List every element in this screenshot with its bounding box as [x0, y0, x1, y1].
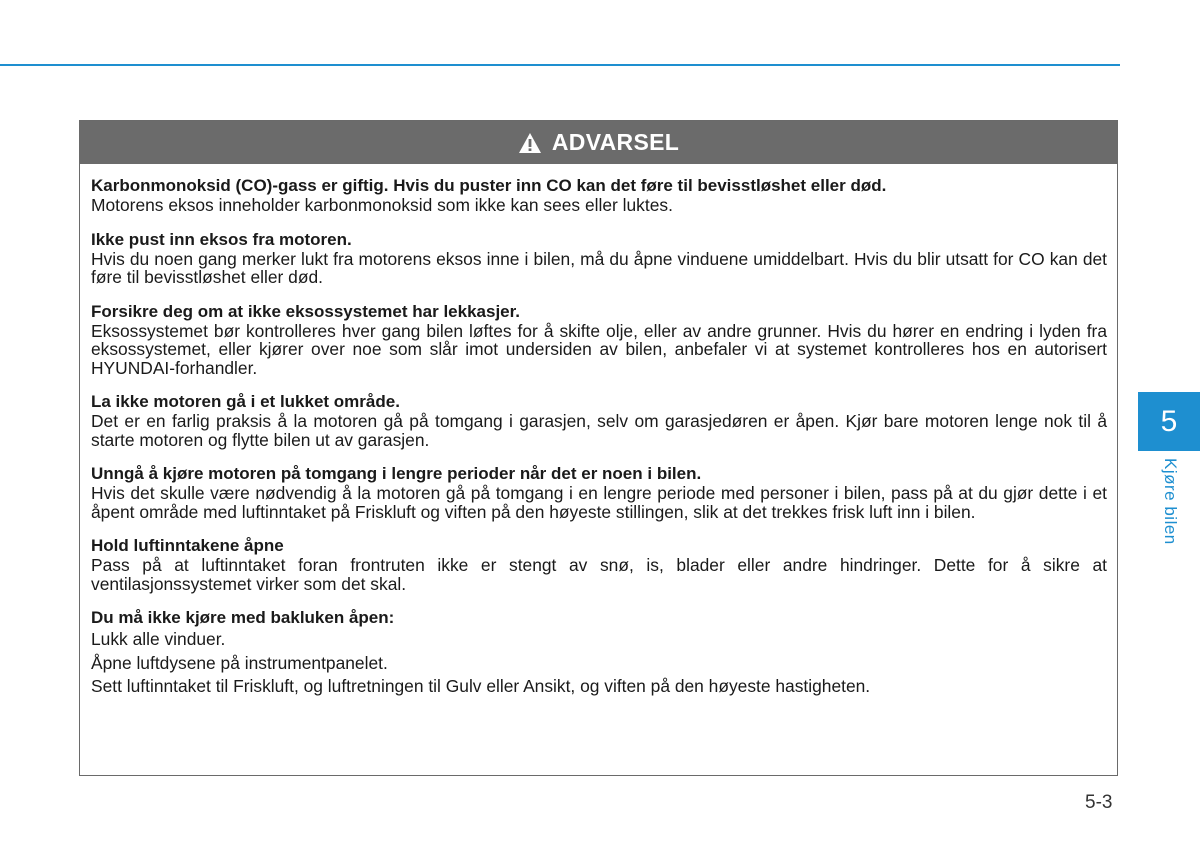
- section-text: Eksossystemet bør kontrolleres hver gang bilen løftes for å skifte olje, eller av andre grunner. Hvis du hører en endring i lyden fra eksossystemet, eller kjører over noe som slår imot undersiden av bilen, anbefaler vi at systemet kontrolleres hos en autorisert HYUNDAI-forhandler.: [91, 320, 1107, 378]
- warning-title: ADVARSEL: [551, 129, 680, 155]
- warning-section: [91, 464, 1107, 521]
- warning-section: [91, 230, 1107, 287]
- section-heading: Unngå å kjøre motoren på tomgang i lengre perioder når det er noen i bilen.: [91, 464, 702, 483]
- chapter-title: Kjøre bilen: [1161, 458, 1180, 545]
- section-heading: Du må ikke kjøre med bakluken åpen:: [91, 608, 395, 627]
- page-number: 5-3: [1085, 792, 1113, 813]
- section-heading: Ikke pust inn eksos fra motoren.: [91, 229, 352, 249]
- section-heading: La ikke motoren gå i et lukket område.: [91, 392, 400, 411]
- section-heading: Forsikre deg om at ikke eksossystemet har lekkasjer.: [91, 301, 521, 321]
- section-text: Motorens eksos inneholder karbonmonoksid som ikke kan sees eller luktes.: [91, 195, 673, 215]
- warning-body: [80, 164, 1117, 699]
- section-text: Hvis du noen gang merker lukt fra motorens eksos inne i bilen, må du åpne vinduene umiddelbart. Hvis du blir utsatt for CO kan det føre til bevisstløshet eller død.: [91, 248, 1107, 287]
- warning-section: [91, 176, 1107, 215]
- warning-section: [91, 302, 1107, 378]
- warning-section: [91, 536, 1107, 593]
- header-rule: [0, 64, 1120, 66]
- warning-box: [79, 120, 1118, 776]
- warning-section: [91, 608, 1107, 699]
- instruction-line: Åpne luftdysene på instrumentpanelet.: [91, 652, 388, 673]
- section-heading: Karbonmonoksid (CO)-gass er giftig. Hvis du puster inn CO kan det føre til bevisstløshet eller død.: [91, 176, 887, 195]
- warning-section: [91, 392, 1107, 449]
- instruction-line: Lukk alle vinduer.: [91, 629, 226, 649]
- section-heading: Hold luftinntakene åpne: [91, 536, 284, 555]
- section-text: Hvis det skulle være nødvendig å la motoren gå på tomgang i en lengre periode med personer i bilen, pass på at du gjør dette i et åpent område med luftinntaket på Friskluft og viften på den høyeste stillingen, slik at det trekkes frisk luft inn i bilen.: [91, 483, 1107, 522]
- warning-header: [80, 121, 1117, 164]
- instruction-line: Sett luftinntaket til Friskluft, og luftretningen til Gulv eller Ansikt, og viften på den høyeste hastigheten.: [91, 676, 871, 696]
- section-text: Det er en farlig praksis å la motoren gå på tomgang i garasjen, selv om garasjedøren er åpen. Kjør bare motoren lenge nok til å starte motoren og flytte bilen ut av garasjen.: [91, 411, 1107, 450]
- warning-triangle-icon: [518, 132, 542, 154]
- chapter-number-tab: 5: [1138, 392, 1200, 451]
- section-text: Pass på at luftinntaket foran frontruten ikke er stengt av snø, is, blader eller andre hindringer. Dette for å sikre at ventilasjonssystemet virker som det skal.: [91, 555, 1107, 594]
